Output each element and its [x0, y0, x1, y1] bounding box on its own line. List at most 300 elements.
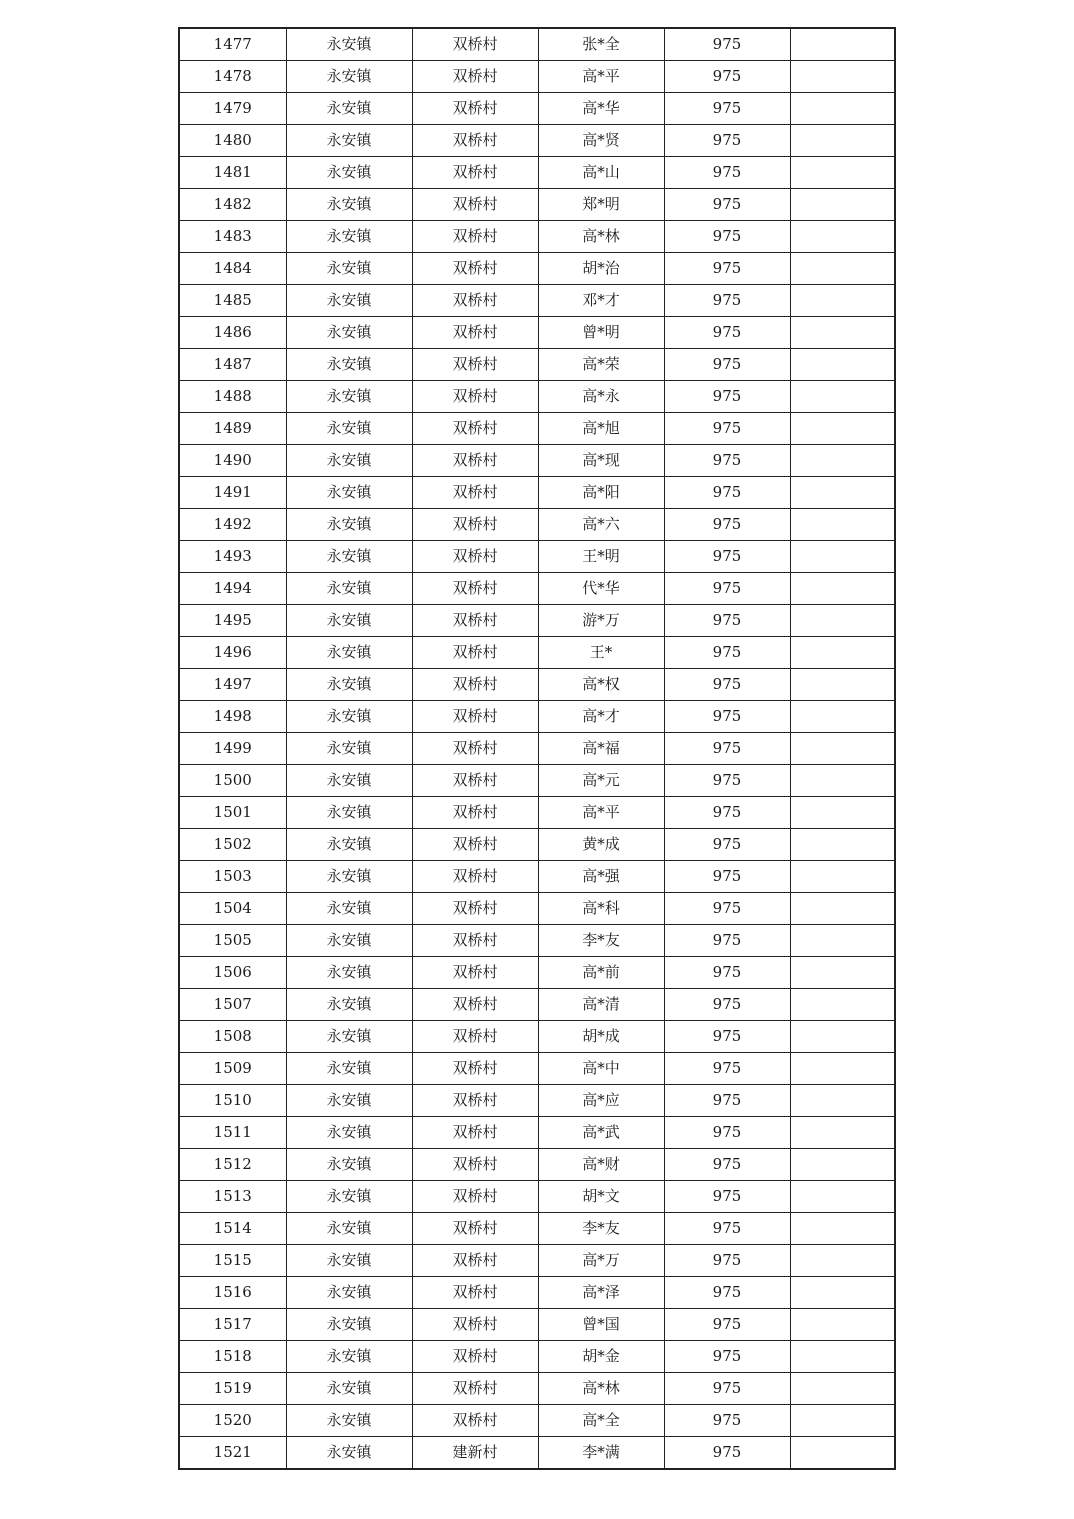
cell-remark	[790, 637, 895, 669]
table-row	[179, 413, 895, 445]
table-row	[179, 605, 895, 637]
table-row	[179, 1021, 895, 1053]
cell-amount: 975	[664, 1437, 790, 1470]
cell-village: 双桥村	[412, 253, 538, 285]
cell-village: 双桥村	[412, 413, 538, 445]
cell-serial-number: 1509	[179, 1053, 286, 1085]
cell-amount: 975	[664, 829, 790, 861]
cell-town: 永安镇	[286, 1405, 412, 1437]
cell-remark	[790, 1245, 895, 1277]
table-row	[179, 477, 895, 509]
cell-remark	[790, 93, 895, 125]
cell-remark	[790, 125, 895, 157]
table-row	[179, 1341, 895, 1373]
table-row	[179, 573, 895, 605]
cell-town: 永安镇	[286, 989, 412, 1021]
cell-amount: 975	[664, 28, 790, 61]
cell-name: 高*前	[538, 957, 664, 989]
cell-town: 永安镇	[286, 733, 412, 765]
cell-remark	[790, 1021, 895, 1053]
cell-name: 高*林	[538, 221, 664, 253]
cell-town: 永安镇	[286, 1373, 412, 1405]
table-row	[179, 701, 895, 733]
cell-amount: 975	[664, 509, 790, 541]
cell-amount: 975	[664, 1341, 790, 1373]
cell-town: 永安镇	[286, 93, 412, 125]
cell-town: 永安镇	[286, 541, 412, 573]
cell-town: 永安镇	[286, 509, 412, 541]
cell-remark	[790, 1149, 895, 1181]
cell-village: 双桥村	[412, 829, 538, 861]
cell-village: 双桥村	[412, 61, 538, 93]
table-row	[179, 797, 895, 829]
cell-village: 双桥村	[412, 861, 538, 893]
cell-town: 永安镇	[286, 61, 412, 93]
table-row	[179, 989, 895, 1021]
cell-amount: 975	[664, 189, 790, 221]
cell-remark	[790, 157, 895, 189]
cell-serial-number: 1495	[179, 605, 286, 637]
cell-serial-number: 1490	[179, 445, 286, 477]
table-row	[179, 1181, 895, 1213]
table-row	[179, 861, 895, 893]
cell-town: 永安镇	[286, 1309, 412, 1341]
cell-name: 李*满	[538, 1437, 664, 1470]
cell-serial-number: 1520	[179, 1405, 286, 1437]
cell-town: 永安镇	[286, 605, 412, 637]
cell-name: 高*武	[538, 1117, 664, 1149]
cell-remark	[790, 733, 895, 765]
cell-town: 永安镇	[286, 1341, 412, 1373]
cell-remark	[790, 1181, 895, 1213]
cell-town: 永安镇	[286, 1117, 412, 1149]
cell-village: 双桥村	[412, 93, 538, 125]
cell-name: 高*科	[538, 893, 664, 925]
cell-town: 永安镇	[286, 1245, 412, 1277]
cell-amount: 975	[664, 1181, 790, 1213]
cell-serial-number: 1481	[179, 157, 286, 189]
cell-town: 永安镇	[286, 861, 412, 893]
cell-serial-number: 1477	[179, 28, 286, 61]
table-row	[179, 445, 895, 477]
cell-name: 曾*国	[538, 1309, 664, 1341]
cell-remark	[790, 445, 895, 477]
cell-village: 双桥村	[412, 701, 538, 733]
cell-remark	[790, 829, 895, 861]
cell-amount: 975	[664, 797, 790, 829]
cell-town: 永安镇	[286, 637, 412, 669]
cell-amount: 975	[664, 1149, 790, 1181]
cell-serial-number: 1521	[179, 1437, 286, 1470]
cell-name: 李*友	[538, 925, 664, 957]
cell-name: 胡*金	[538, 1341, 664, 1373]
cell-serial-number: 1494	[179, 573, 286, 605]
cell-name: 高*福	[538, 733, 664, 765]
table-row	[179, 1085, 895, 1117]
cell-amount: 975	[664, 1053, 790, 1085]
table-row	[179, 317, 895, 349]
cell-town: 永安镇	[286, 1021, 412, 1053]
cell-town: 永安镇	[286, 1213, 412, 1245]
table-row	[179, 1053, 895, 1085]
cell-name: 张*全	[538, 28, 664, 61]
cell-name: 高*旭	[538, 413, 664, 445]
cell-serial-number: 1496	[179, 637, 286, 669]
cell-serial-number: 1498	[179, 701, 286, 733]
cell-village: 双桥村	[412, 381, 538, 413]
table-row	[179, 1373, 895, 1405]
cell-amount: 975	[664, 989, 790, 1021]
cell-name: 王*明	[538, 541, 664, 573]
cell-serial-number: 1507	[179, 989, 286, 1021]
cell-town: 永安镇	[286, 477, 412, 509]
cell-town: 永安镇	[286, 445, 412, 477]
table-row	[179, 253, 895, 285]
cell-remark	[790, 317, 895, 349]
cell-remark	[790, 253, 895, 285]
cell-serial-number: 1491	[179, 477, 286, 509]
cell-serial-number: 1511	[179, 1117, 286, 1149]
cell-name: 胡*治	[538, 253, 664, 285]
cell-serial-number: 1499	[179, 733, 286, 765]
cell-remark	[790, 573, 895, 605]
cell-serial-number: 1500	[179, 765, 286, 797]
cell-village: 双桥村	[412, 189, 538, 221]
cell-name: 高*权	[538, 669, 664, 701]
cell-town: 永安镇	[286, 957, 412, 989]
cell-remark	[790, 1213, 895, 1245]
cell-name: 高*现	[538, 445, 664, 477]
cell-amount: 975	[664, 573, 790, 605]
cell-remark	[790, 61, 895, 93]
table-row	[179, 1437, 895, 1470]
cell-village: 双桥村	[412, 1213, 538, 1245]
cell-amount: 975	[664, 381, 790, 413]
cell-amount: 975	[664, 733, 790, 765]
table-row	[179, 93, 895, 125]
cell-serial-number: 1505	[179, 925, 286, 957]
cell-amount: 975	[664, 413, 790, 445]
cell-serial-number: 1478	[179, 61, 286, 93]
table-row	[179, 765, 895, 797]
table-row	[179, 189, 895, 221]
table-row	[179, 1309, 895, 1341]
table-row	[179, 829, 895, 861]
cell-serial-number: 1484	[179, 253, 286, 285]
cell-name: 胡*成	[538, 1021, 664, 1053]
cell-amount: 975	[664, 765, 790, 797]
cell-village: 建新村	[412, 1437, 538, 1470]
cell-serial-number: 1510	[179, 1085, 286, 1117]
cell-remark	[790, 765, 895, 797]
cell-town: 永安镇	[286, 573, 412, 605]
cell-serial-number: 1493	[179, 541, 286, 573]
cell-remark	[790, 285, 895, 317]
cell-village: 双桥村	[412, 1117, 538, 1149]
cell-name: 代*华	[538, 573, 664, 605]
cell-remark	[790, 189, 895, 221]
table-row	[179, 509, 895, 541]
table-row	[179, 1277, 895, 1309]
cell-name: 胡*文	[538, 1181, 664, 1213]
cell-town: 永安镇	[286, 1053, 412, 1085]
cell-amount: 975	[664, 1405, 790, 1437]
cell-serial-number: 1479	[179, 93, 286, 125]
cell-town: 永安镇	[286, 701, 412, 733]
cell-amount: 975	[664, 637, 790, 669]
cell-town: 永安镇	[286, 253, 412, 285]
table-row	[179, 925, 895, 957]
cell-name: 高*泽	[538, 1277, 664, 1309]
cell-remark	[790, 1373, 895, 1405]
cell-town: 永安镇	[286, 925, 412, 957]
cell-serial-number: 1501	[179, 797, 286, 829]
cell-remark	[790, 1117, 895, 1149]
cell-name: 高*山	[538, 157, 664, 189]
cell-amount: 975	[664, 1309, 790, 1341]
cell-remark	[790, 221, 895, 253]
table-row	[179, 1149, 895, 1181]
cell-name: 高*阳	[538, 477, 664, 509]
cell-name: 曾*明	[538, 317, 664, 349]
cell-village: 双桥村	[412, 125, 538, 157]
cell-town: 永安镇	[286, 1149, 412, 1181]
cell-village: 双桥村	[412, 477, 538, 509]
cell-amount: 975	[664, 285, 790, 317]
table-row	[179, 28, 895, 61]
table-row	[179, 1405, 895, 1437]
table-row	[179, 125, 895, 157]
cell-town: 永安镇	[286, 157, 412, 189]
cell-amount: 975	[664, 445, 790, 477]
cell-serial-number: 1516	[179, 1277, 286, 1309]
cell-remark	[790, 541, 895, 573]
cell-village: 双桥村	[412, 1181, 538, 1213]
cell-village: 双桥村	[412, 925, 538, 957]
cell-town: 永安镇	[286, 381, 412, 413]
cell-amount: 975	[664, 893, 790, 925]
cell-serial-number: 1483	[179, 221, 286, 253]
cell-village: 双桥村	[412, 1405, 538, 1437]
cell-town: 永安镇	[286, 349, 412, 381]
cell-town: 永安镇	[286, 797, 412, 829]
cell-amount: 975	[664, 253, 790, 285]
cell-amount: 975	[664, 669, 790, 701]
cell-serial-number: 1517	[179, 1309, 286, 1341]
table-row	[179, 957, 895, 989]
cell-village: 双桥村	[412, 605, 538, 637]
cell-town: 永安镇	[286, 317, 412, 349]
cell-remark	[790, 701, 895, 733]
roster-table	[178, 27, 896, 1470]
cell-town: 永安镇	[286, 669, 412, 701]
cell-village: 双桥村	[412, 285, 538, 317]
cell-name: 李*友	[538, 1213, 664, 1245]
cell-serial-number: 1518	[179, 1341, 286, 1373]
cell-village: 双桥村	[412, 893, 538, 925]
cell-name: 高*荣	[538, 349, 664, 381]
cell-village: 双桥村	[412, 1277, 538, 1309]
table-row	[179, 637, 895, 669]
cell-amount: 975	[664, 1213, 790, 1245]
cell-amount: 975	[664, 1085, 790, 1117]
cell-village: 双桥村	[412, 797, 538, 829]
cell-amount: 975	[664, 125, 790, 157]
cell-serial-number: 1508	[179, 1021, 286, 1053]
cell-village: 双桥村	[412, 541, 538, 573]
cell-amount: 975	[664, 1277, 790, 1309]
cell-amount: 975	[664, 701, 790, 733]
cell-amount: 975	[664, 317, 790, 349]
cell-remark	[790, 509, 895, 541]
cell-amount: 975	[664, 925, 790, 957]
cell-remark	[790, 381, 895, 413]
cell-village: 双桥村	[412, 1053, 538, 1085]
cell-village: 双桥村	[412, 1021, 538, 1053]
cell-village: 双桥村	[412, 1149, 538, 1181]
cell-serial-number: 1502	[179, 829, 286, 861]
cell-amount: 975	[664, 541, 790, 573]
cell-town: 永安镇	[286, 413, 412, 445]
cell-serial-number: 1513	[179, 1181, 286, 1213]
cell-name: 高*全	[538, 1405, 664, 1437]
cell-town: 永安镇	[286, 285, 412, 317]
cell-town: 永安镇	[286, 221, 412, 253]
cell-town: 永安镇	[286, 125, 412, 157]
cell-village: 双桥村	[412, 1309, 538, 1341]
cell-serial-number: 1514	[179, 1213, 286, 1245]
cell-town: 永安镇	[286, 893, 412, 925]
cell-amount: 975	[664, 605, 790, 637]
cell-amount: 975	[664, 157, 790, 189]
cell-village: 双桥村	[412, 573, 538, 605]
table-row	[179, 285, 895, 317]
cell-name: 高*财	[538, 1149, 664, 1181]
cell-remark	[790, 1309, 895, 1341]
cell-village: 双桥村	[412, 349, 538, 381]
cell-name: 高*强	[538, 861, 664, 893]
cell-name: 高*平	[538, 61, 664, 93]
table-row	[179, 157, 895, 189]
cell-town: 永安镇	[286, 1181, 412, 1213]
cell-name: 王*	[538, 637, 664, 669]
cell-serial-number: 1482	[179, 189, 286, 221]
cell-remark	[790, 477, 895, 509]
table-row	[179, 1213, 895, 1245]
cell-remark	[790, 893, 895, 925]
cell-amount: 975	[664, 1117, 790, 1149]
cell-serial-number: 1512	[179, 1149, 286, 1181]
cell-serial-number: 1504	[179, 893, 286, 925]
cell-amount: 975	[664, 957, 790, 989]
cell-serial-number: 1519	[179, 1373, 286, 1405]
cell-village: 双桥村	[412, 1341, 538, 1373]
cell-name: 高*贤	[538, 125, 664, 157]
cell-serial-number: 1480	[179, 125, 286, 157]
roster-table-body	[179, 28, 895, 1469]
cell-town: 永安镇	[286, 189, 412, 221]
cell-amount: 975	[664, 861, 790, 893]
cell-town: 永安镇	[286, 1085, 412, 1117]
cell-remark	[790, 605, 895, 637]
cell-village: 双桥村	[412, 733, 538, 765]
cell-name: 高*中	[538, 1053, 664, 1085]
cell-village: 双桥村	[412, 221, 538, 253]
cell-amount: 975	[664, 93, 790, 125]
cell-remark	[790, 989, 895, 1021]
cell-town: 永安镇	[286, 829, 412, 861]
cell-village: 双桥村	[412, 1245, 538, 1277]
cell-remark	[790, 349, 895, 381]
table-row	[179, 349, 895, 381]
cell-amount: 975	[664, 477, 790, 509]
cell-amount: 975	[664, 1245, 790, 1277]
cell-name: 高*永	[538, 381, 664, 413]
cell-remark	[790, 669, 895, 701]
cell-serial-number: 1515	[179, 1245, 286, 1277]
cell-serial-number: 1497	[179, 669, 286, 701]
cell-remark	[790, 1341, 895, 1373]
cell-village: 双桥村	[412, 1085, 538, 1117]
cell-remark	[790, 1053, 895, 1085]
cell-name: 高*华	[538, 93, 664, 125]
table-row	[179, 381, 895, 413]
cell-village: 双桥村	[412, 157, 538, 189]
cell-serial-number: 1489	[179, 413, 286, 445]
cell-amount: 975	[664, 61, 790, 93]
cell-name: 高*应	[538, 1085, 664, 1117]
cell-remark	[790, 957, 895, 989]
cell-remark	[790, 413, 895, 445]
cell-village: 双桥村	[412, 509, 538, 541]
cell-amount: 975	[664, 349, 790, 381]
cell-remark	[790, 1437, 895, 1470]
cell-serial-number: 1506	[179, 957, 286, 989]
table-row	[179, 541, 895, 573]
table-row	[179, 669, 895, 701]
cell-serial-number: 1487	[179, 349, 286, 381]
table-row	[179, 1245, 895, 1277]
cell-town: 永安镇	[286, 1277, 412, 1309]
cell-amount: 975	[664, 1373, 790, 1405]
cell-remark	[790, 1405, 895, 1437]
cell-remark	[790, 1277, 895, 1309]
cell-village: 双桥村	[412, 637, 538, 669]
cell-name: 高*平	[538, 797, 664, 829]
table-row	[179, 61, 895, 93]
cell-serial-number: 1503	[179, 861, 286, 893]
cell-name: 高*林	[538, 1373, 664, 1405]
cell-village: 双桥村	[412, 957, 538, 989]
table-row	[179, 221, 895, 253]
cell-name: 郑*明	[538, 189, 664, 221]
cell-village: 双桥村	[412, 989, 538, 1021]
cell-name: 邓*才	[538, 285, 664, 317]
cell-town: 永安镇	[286, 28, 412, 61]
cell-name: 高*万	[538, 1245, 664, 1277]
cell-remark	[790, 861, 895, 893]
cell-serial-number: 1485	[179, 285, 286, 317]
cell-name: 游*万	[538, 605, 664, 637]
cell-village: 双桥村	[412, 765, 538, 797]
cell-name: 高*元	[538, 765, 664, 797]
cell-serial-number: 1492	[179, 509, 286, 541]
cell-village: 双桥村	[412, 317, 538, 349]
cell-remark	[790, 28, 895, 61]
cell-town: 永安镇	[286, 765, 412, 797]
cell-village: 双桥村	[412, 445, 538, 477]
cell-amount: 975	[664, 1021, 790, 1053]
